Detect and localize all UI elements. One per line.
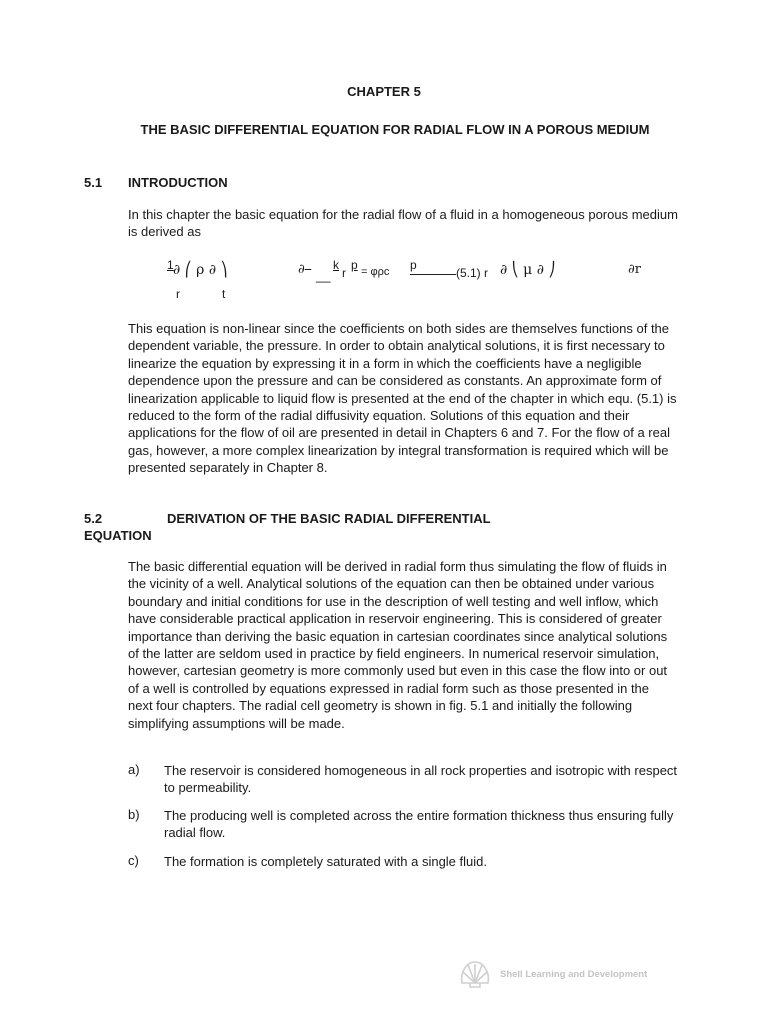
eq-fragment: k: [333, 258, 339, 272]
list-marker: b): [128, 807, 140, 822]
chapter-title: THE BASIC DIFFERENTIAL EQUATION FOR RADIAL FLOW IN A POROUS MEDIUM: [140, 122, 650, 137]
eq-fragment: p: [351, 258, 358, 272]
body-paragraph: This equation is non-linear since the coefficients on both sides are themselves functions of the dependent variable, the pressure. In order to obtain analytical solutions, it is first necessary to linearize the equation by expressing it in a form in which the coefficients have a negligible dependence upon the pressure and can be considered as constants. An approximate form of linearization applicable to liquid flow is presented at the end of the chapter in which equ. (5.1) is reduced to the form of the radial diffusivity equation. Solutions of this equation and their applications for the flow of oil are presented in detail in Chapters 6 and 7. For the flow of a real gas, however, a more complex linearization by integral transformation is required which will be presented separately in Chapter 8.: [128, 321, 677, 476]
body-paragraph: The basic differential equation will be derived in radial form thus simulating the flow of fluids in the vicinity of a well. Analytical solutions of the equation can then be obtained under various boundary and initial conditions for use in the description of well testing and well inflow, which have considerable practical application in reservoir engineering. This is considered of greater importance than deriving the basic equation in cartesian coordinates since analytical solutions of the latter are seldom used in practice by field engineers. In numerical reservoir simulation, however, cartesian geometry is more commonly used but even in this case the flow into or out of a well is controlled by equations expressed in radial form such as those presented in the next four chapters. The radial cell geometry is shown in fig. 5.1 and initially the following simplifying assumptions will be made.: [128, 559, 668, 731]
footer-branding: [458, 958, 688, 990]
eq-fragment: r: [342, 266, 346, 280]
list-item: The reservoir is considered homogeneous in all rock properties and isotropic with respect to permeability.: [164, 763, 678, 796]
section-number: 5.2: [84, 511, 103, 526]
document-page: CHAPTER 5 THE BASIC DIFFERENTIAL EQUATION FOR RADIAL FLOW IN A POROUS MEDIUM 5.1 INTRODUCTION In this chapter the basic equation for the radial flow of a fluid in a homogeneous porous medium is derived as 1 ∂ ⎛ ρ ∂ ⎞ ∂⎯ __ k r p = φρc p (5.1) r ∂ ⎝ μ ∂ ⎠ ∂r r t This equation is non-linear since the coefficients on both sides are themselves functions of the dependent variable, the pressure. In order to obtain analytical solutions, it is first necessary to linearize the equation by expressing it in a form in which the coefficients have a negligible dependence upon the pressure and can be considered as constants. An approximate form of linearization applicable to liquid flow is presented at the end of the chapter in which equ. (5.1) is reduced to the form of the radial diffusivity equation. Solutions of this equation and their applications for the flow of oil are presented in detail in Chapters 6 and 7. For the flow of a real gas, however, a more complex linearization by integral transformation is required which will be presented separately in Chapter 8. 5.2 DERIVATION OF THE BASIC RADIAL DIFFERENTIAL EQUATION The basic differential equation will be derived in radial form thus simulating the flow of fluids in the vicinity of a well. Analytical solutions of the equation can then be obtained under various boundary and initial conditions for use in the description of well testing and well inflow, which have considerable practical application in reservoir engineering. This is considered of greater importance than deriving the basic equation in cartesian coordinates since analytical solutions of the latter are seldom used in practice by field engineers. In numerical reservoir simulation, however, cartesian geometry is more commonly used but even in this case the flow into or out of a well is controlled by equations expressed in radial form such as those presented in the next four chapters. The radial cell geometry is shown in fig. 5.1 and initially the following simplifying assumptions will be made. a) The reservoir is considered homogeneous in all rock properties and isotropic with respect to permeability. b) The producing well is completed across the entire formation thickness thus ensuring fully radial flow. c) The formation is completely saturated with a single fluid. Shell Learning and Development: [0, 0, 768, 1024]
section-number: 5.1: [84, 175, 103, 190]
section-heading-continued: EQUATION: [84, 528, 152, 543]
section-heading: DERIVATION OF THE BASIC RADIAL DIFFERENTIAL: [167, 511, 491, 526]
eq-fragment: ∂ ⎛ ρ ∂ ⎞: [173, 262, 228, 278]
section-heading: INTRODUCTION: [128, 175, 228, 190]
eq-fragment: ∂ ⎝ μ ∂ ⎠: [500, 262, 556, 278]
intro-paragraph: In this chapter the basic equation for the radial flow of a fluid in a homogeneous porous medium is derived as: [128, 207, 678, 240]
list-item: The formation is completely saturated with a single fluid.: [164, 854, 487, 869]
shell-logo-icon: [458, 959, 492, 989]
eq-fragment: ∂⎯: [298, 262, 312, 277]
list-marker: c): [128, 853, 139, 868]
eq-fragment: p: [410, 258, 417, 272]
eq-fragment: (5.1) r: [456, 266, 489, 280]
list-item: The producing well is completed across the entire formation thickness thus ensuring fully radial flow.: [164, 808, 674, 841]
footer-brand-text: Shell Learning and Development: [500, 968, 648, 980]
chapter-label: CHAPTER 5: [347, 84, 421, 99]
list-marker: a): [128, 762, 140, 777]
eq-fragment: t: [222, 287, 226, 301]
eq-fragment: ∂r: [628, 262, 641, 277]
eq-fragment: = φρc: [361, 266, 390, 278]
eq-fragment: r: [176, 287, 180, 301]
eq-fragment: 1: [167, 258, 174, 272]
